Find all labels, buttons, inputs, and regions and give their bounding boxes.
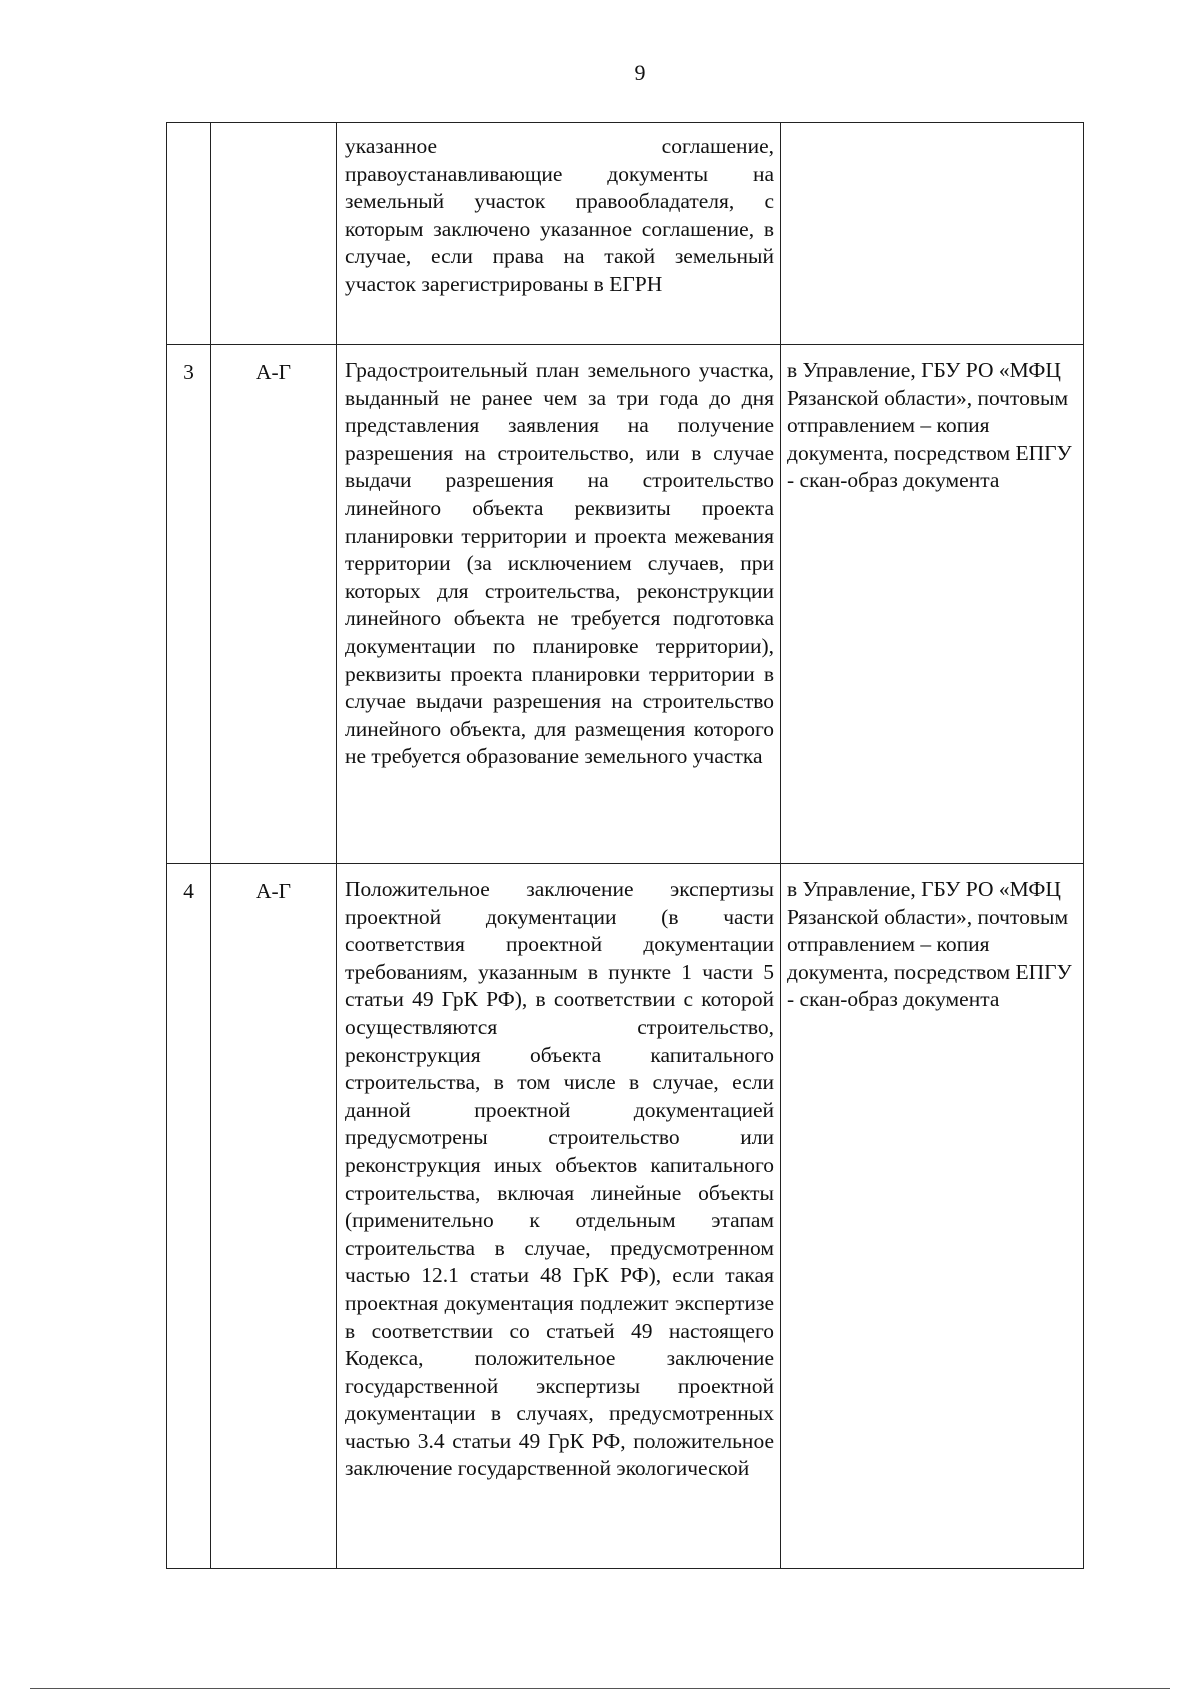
applicant-category-cell: А-Г — [211, 345, 337, 864]
applicant-category-cell: А-Г — [211, 864, 337, 1569]
documents-table — [166, 122, 1084, 1569]
submission-method-cell: в Управление, ГБУ РО «МФЦ Рязанской области», почтовым отправлением – копия документа, посредством ЕПГУ - скан-образ документа — [781, 864, 1084, 1569]
document-description-cell: Градостроительный план земельного участка, выданный не ранее чем за три года до дня представления заявления на получение разрешения на строительство, или в случае выдачи разрешения на строительство линейного объекта реквизиты проекта планировки территории и проекта межевания территории (за исключением случаев, при которых для строительства, реконструкции линейного объекта не требуется подготовка документации по планировке территории), реквизиты проекта планировки территории в случае выдачи разрешения на строительство линейного объекта, для размещения которого не требуется образование земельного участка — [337, 345, 781, 864]
row-number-cell — [167, 123, 211, 345]
page-bottom-rule — [30, 1688, 1170, 1689]
applicant-category-cell — [211, 123, 337, 345]
table-row — [167, 345, 1084, 864]
table-row — [167, 864, 1084, 1569]
row-number-cell: 4 — [167, 864, 211, 1569]
submission-method-cell — [781, 123, 1084, 345]
document-description-cell: Положительное заключение экспертизы проектной документации (в части соответствия проектной документации требованиям, указанным в пункте 1 части 5 статьи 49 ГрК РФ), в соответствии с которой осуществляются строительство, реконструкция объекта капитального строительства, в том числе в случае, если данной проектной документацией предусмотрены строительство или реконструкция иных объектов капитального строительства, включая линейные объекты (применительно к отдельным этапам строительства в случае, предусмотренном частью 12.1 статьи 48 ГрК РФ), если такая проектная документация подлежит экспертизе в соответствии со статьей 49 настоящего Кодекса, положительное заключение государственной экспертизы проектной документации в случаях, предусмотренных частью 3.4 статьи 49 ГрК РФ, положительное заключение государственной экологической — [337, 864, 781, 1569]
document-description-cell: указанное соглашение, правоустанавливающие документы на земельный участок правообладателя, с которым заключено указанное соглашение, в случае, если права на такой земельный участок зарегистрированы в ЕГРН — [337, 123, 781, 345]
page-number: 9 — [634, 60, 646, 85]
table-row — [167, 123, 1084, 345]
row-number-cell: 3 — [167, 345, 211, 864]
submission-method-cell: в Управление, ГБУ РО «МФЦ Рязанской области», почтовым отправлением – копия документа, посредством ЕПГУ - скан-образ документа — [781, 345, 1084, 864]
